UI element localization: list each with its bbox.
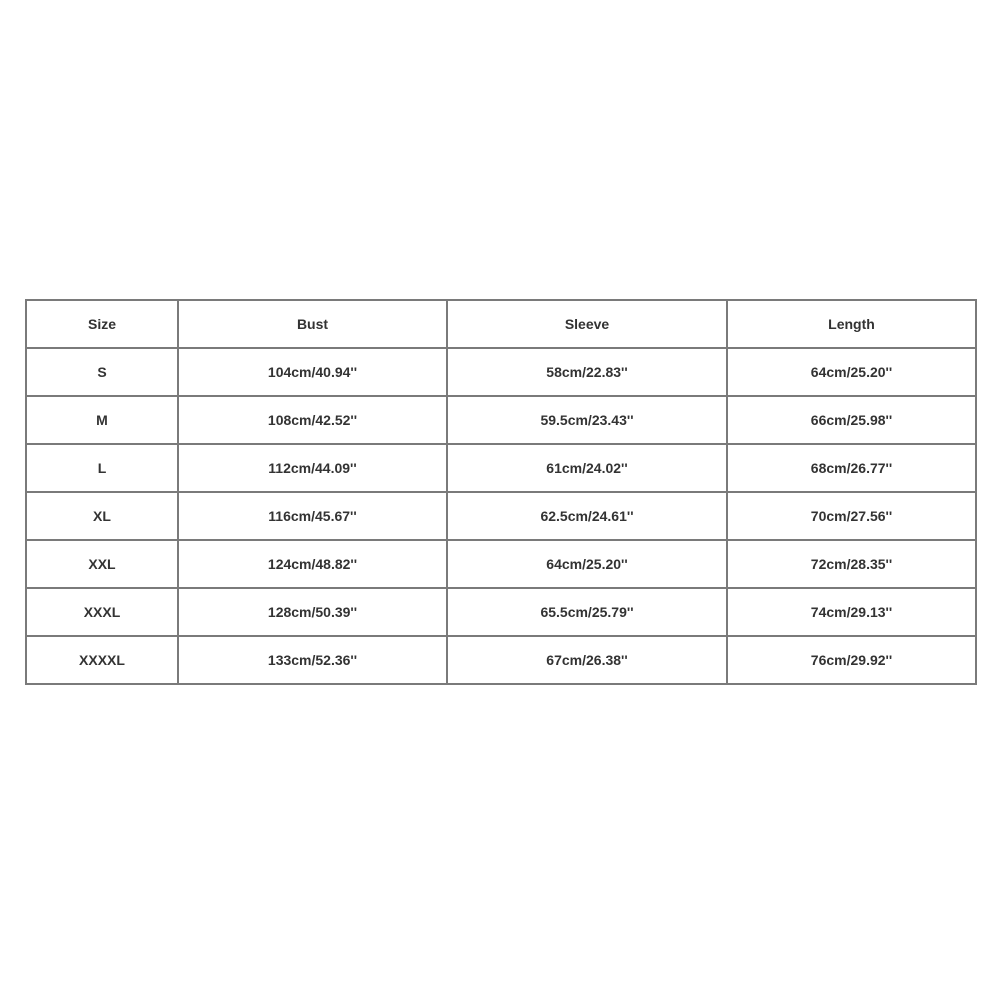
cell-size: M <box>26 396 178 444</box>
table-row <box>26 396 976 444</box>
cell-size: XXXXL <box>26 636 178 684</box>
cell-bust: 133cm/52.36'' <box>178 636 447 684</box>
cell-size: XXXL <box>26 588 178 636</box>
cell-bust: 112cm/44.09'' <box>178 444 447 492</box>
table-row <box>26 492 976 540</box>
cell-sleeve: 65.5cm/25.79'' <box>447 588 727 636</box>
cell-sleeve: 61cm/24.02'' <box>447 444 727 492</box>
table-header-row <box>26 300 976 348</box>
cell-bust: 108cm/42.52'' <box>178 396 447 444</box>
cell-size: S <box>26 348 178 396</box>
header-sleeve: Sleeve <box>447 300 727 348</box>
header-length: Length <box>727 300 976 348</box>
table-row <box>26 444 976 492</box>
cell-sleeve: 67cm/26.38'' <box>447 636 727 684</box>
cell-length: 76cm/29.92'' <box>727 636 976 684</box>
cell-length: 74cm/29.13'' <box>727 588 976 636</box>
table-row <box>26 636 976 684</box>
cell-length: 64cm/25.20'' <box>727 348 976 396</box>
cell-sleeve: 59.5cm/23.43'' <box>447 396 727 444</box>
cell-size: XXL <box>26 540 178 588</box>
cell-bust: 104cm/40.94'' <box>178 348 447 396</box>
cell-bust: 124cm/48.82'' <box>178 540 447 588</box>
table-row <box>26 540 976 588</box>
cell-length: 68cm/26.77'' <box>727 444 976 492</box>
cell-bust: 116cm/45.67'' <box>178 492 447 540</box>
cell-sleeve: 62.5cm/24.61'' <box>447 492 727 540</box>
cell-size: XL <box>26 492 178 540</box>
table-row <box>26 588 976 636</box>
table-row <box>26 348 976 396</box>
cell-sleeve: 58cm/22.83'' <box>447 348 727 396</box>
cell-length: 66cm/25.98'' <box>727 396 976 444</box>
cell-length: 70cm/27.56'' <box>727 492 976 540</box>
cell-size: L <box>26 444 178 492</box>
cell-length: 72cm/28.35'' <box>727 540 976 588</box>
header-bust: Bust <box>178 300 447 348</box>
header-size: Size <box>26 300 178 348</box>
cell-bust: 128cm/50.39'' <box>178 588 447 636</box>
cell-sleeve: 64cm/25.20'' <box>447 540 727 588</box>
size-chart-table <box>25 299 977 685</box>
